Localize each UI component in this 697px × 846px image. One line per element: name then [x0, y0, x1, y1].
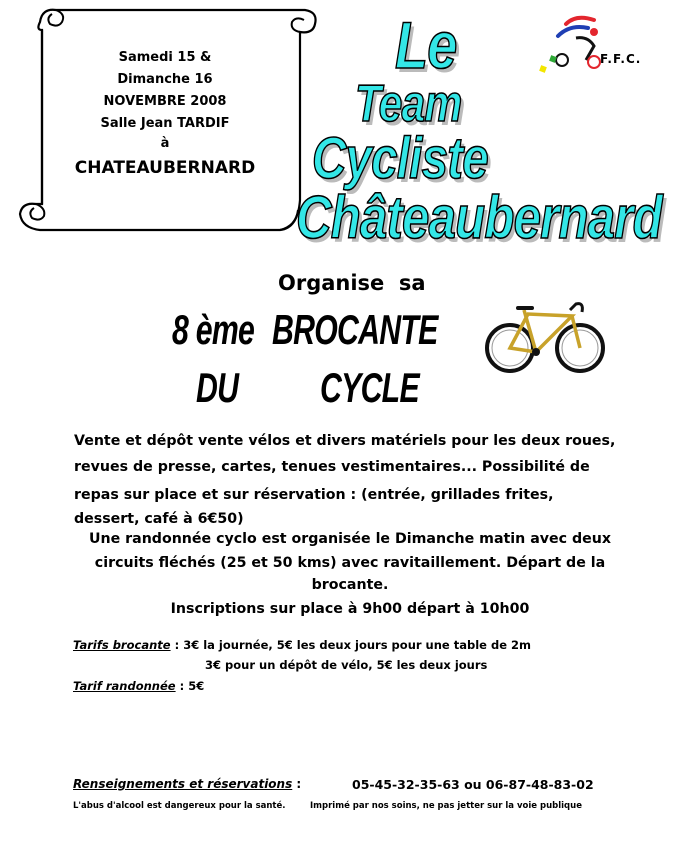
title-team: Team	[355, 75, 462, 133]
description-line2: revues de presse, cartes, tenues vestimentaires... Possibilité de	[74, 459, 590, 475]
event-town: CHATEAUBERNARD	[74, 158, 256, 178]
event-date-line3: NOVEMBRE 2008	[103, 94, 227, 109]
description-line7: brocante.	[311, 577, 389, 593]
organise-heading: Organise sa	[278, 271, 426, 295]
description-line4: dessert, café à 6€50)	[74, 511, 244, 527]
contact-separator: :	[292, 777, 302, 791]
event-date-line1: Samedi 15 &	[118, 50, 212, 65]
description-line1: Vente et dépôt vente vélos et divers matériels pour les deux roues,	[74, 433, 616, 449]
footer-alcohol-warning: L'abus d'alcool est dangereux pour la santé.	[73, 801, 286, 811]
description-line3: repas sur place et sur réservation : (entrée, grillades frites,	[74, 487, 554, 503]
contact-row	[73, 777, 301, 791]
cycle-heading: CYCLE	[320, 364, 419, 411]
contact-label: Renseignements et réservations	[73, 777, 293, 791]
footer-printed-note: Imprimé par nos soins, ne pas jetter sur la voie publique	[310, 801, 582, 811]
tarif-randonnee-label: Tarif randonnée	[73, 679, 176, 693]
contact-phones: 05-45-32-35-63 ou 06-87-48-83-02	[352, 777, 594, 792]
tarif-brocante-row	[73, 638, 531, 652]
tarif-brocante-label: Tarifs brocante	[73, 638, 171, 652]
description-line5: Une randonnée cyclo est organisée le Dimanche matin avec deux	[88, 531, 612, 547]
description-line6: circuits fléchés (25 et 50 kms) avec ravitaillement. Départ de la	[94, 555, 606, 571]
edition-label: 8 ème	[172, 306, 255, 353]
title-chateaubernard: Châteaubernard	[296, 184, 662, 251]
du-heading: DU	[196, 364, 239, 411]
brocante-heading: BROCANTE	[272, 306, 438, 353]
event-venue: Salle Jean TARDIF	[100, 116, 230, 131]
ffc-logo-icon	[536, 14, 646, 86]
title-le: Le	[395, 8, 457, 82]
tarif-randonnee-row	[73, 679, 204, 693]
tarif-brocante-value: : 3€ la journée, 5€ les deux jours pour une table de 2m	[174, 638, 531, 652]
ffc-logo-text: F.F.C.	[600, 52, 642, 66]
event-venue-a: à	[160, 136, 170, 151]
tarif-brocante-value2: 3€ pour un dépôt de vélo, 5€ les deux jours	[205, 658, 488, 672]
title-cycliste: Cycliste	[312, 126, 488, 191]
event-date-line2: Dimanche 16	[117, 72, 213, 87]
tarif-randonnee-value: : 5€	[175, 679, 205, 693]
bicycle-icon	[484, 296, 606, 376]
description-line8: Inscriptions sur place à 9h00 départ à 10h00	[170, 601, 530, 617]
